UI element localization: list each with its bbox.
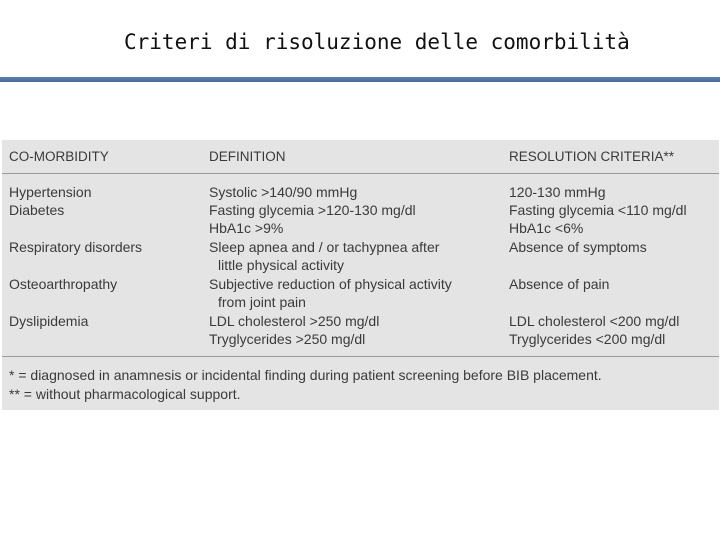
comorbidity-cell: Respiratory disorders — [9, 239, 143, 255]
footnote-pharmacological: ** = without pharmacological support. — [9, 386, 241, 402]
definition-cell: LDL cholesterol >250 mg/dl — [209, 313, 380, 329]
resolution-cell: Fasting glycemia <110 mg/dl — [509, 202, 687, 218]
comorbidity-cell: Dyslipidemia — [9, 313, 89, 329]
header-divider — [2, 173, 719, 174]
footnote-diagnosed: * = diagnosed in anamnesis or incidental finding during patient screening before BIB placement. — [9, 367, 602, 383]
slide-title: Criteri di risoluzione delle comorbilità — [124, 30, 630, 54]
comorbidity-cell: Hypertension — [9, 184, 92, 200]
definition-cell: Fasting glycemia >120-130 mg/dl — [209, 202, 416, 218]
definition-cell: Subjective reduction of physical activity — [209, 276, 452, 292]
definition-cell: Tryglycerides >250 mg/dl — [209, 331, 366, 347]
resolution-cell: 120-130 mmHg — [509, 184, 606, 200]
definition-cell: Systolic >140/90 mmHg — [209, 184, 358, 200]
definition-cell: HbA1c >9% — [209, 220, 284, 236]
resolution-cell: Absence of pain — [509, 276, 610, 292]
title-divider — [0, 77, 720, 82]
definition-cell: Sleep apnea and / or tachypnea after — [209, 239, 440, 255]
comorbidity-cell: Osteoarthropathy — [9, 276, 118, 292]
resolution-cell: HbA1c <6% — [509, 220, 584, 236]
header-comorbidity: CO-MORBIDITY — [9, 149, 109, 164]
footer-divider — [2, 356, 719, 357]
definition-cell: from joint pain — [218, 294, 306, 310]
comorbidity-cell: Diabetes — [9, 202, 65, 218]
resolution-cell: Absence of symptoms — [509, 239, 647, 255]
resolution-cell: Tryglycerides <200 mg/dl — [509, 331, 666, 347]
header-resolution-criteria: RESOLUTION CRITERIA** — [509, 149, 675, 164]
comorbidity-table — [2, 140, 719, 410]
definition-cell: little physical activity — [218, 257, 345, 273]
header-definition: DEFINITION — [209, 149, 286, 164]
resolution-cell: LDL cholesterol <200 mg/dl — [509, 313, 680, 329]
